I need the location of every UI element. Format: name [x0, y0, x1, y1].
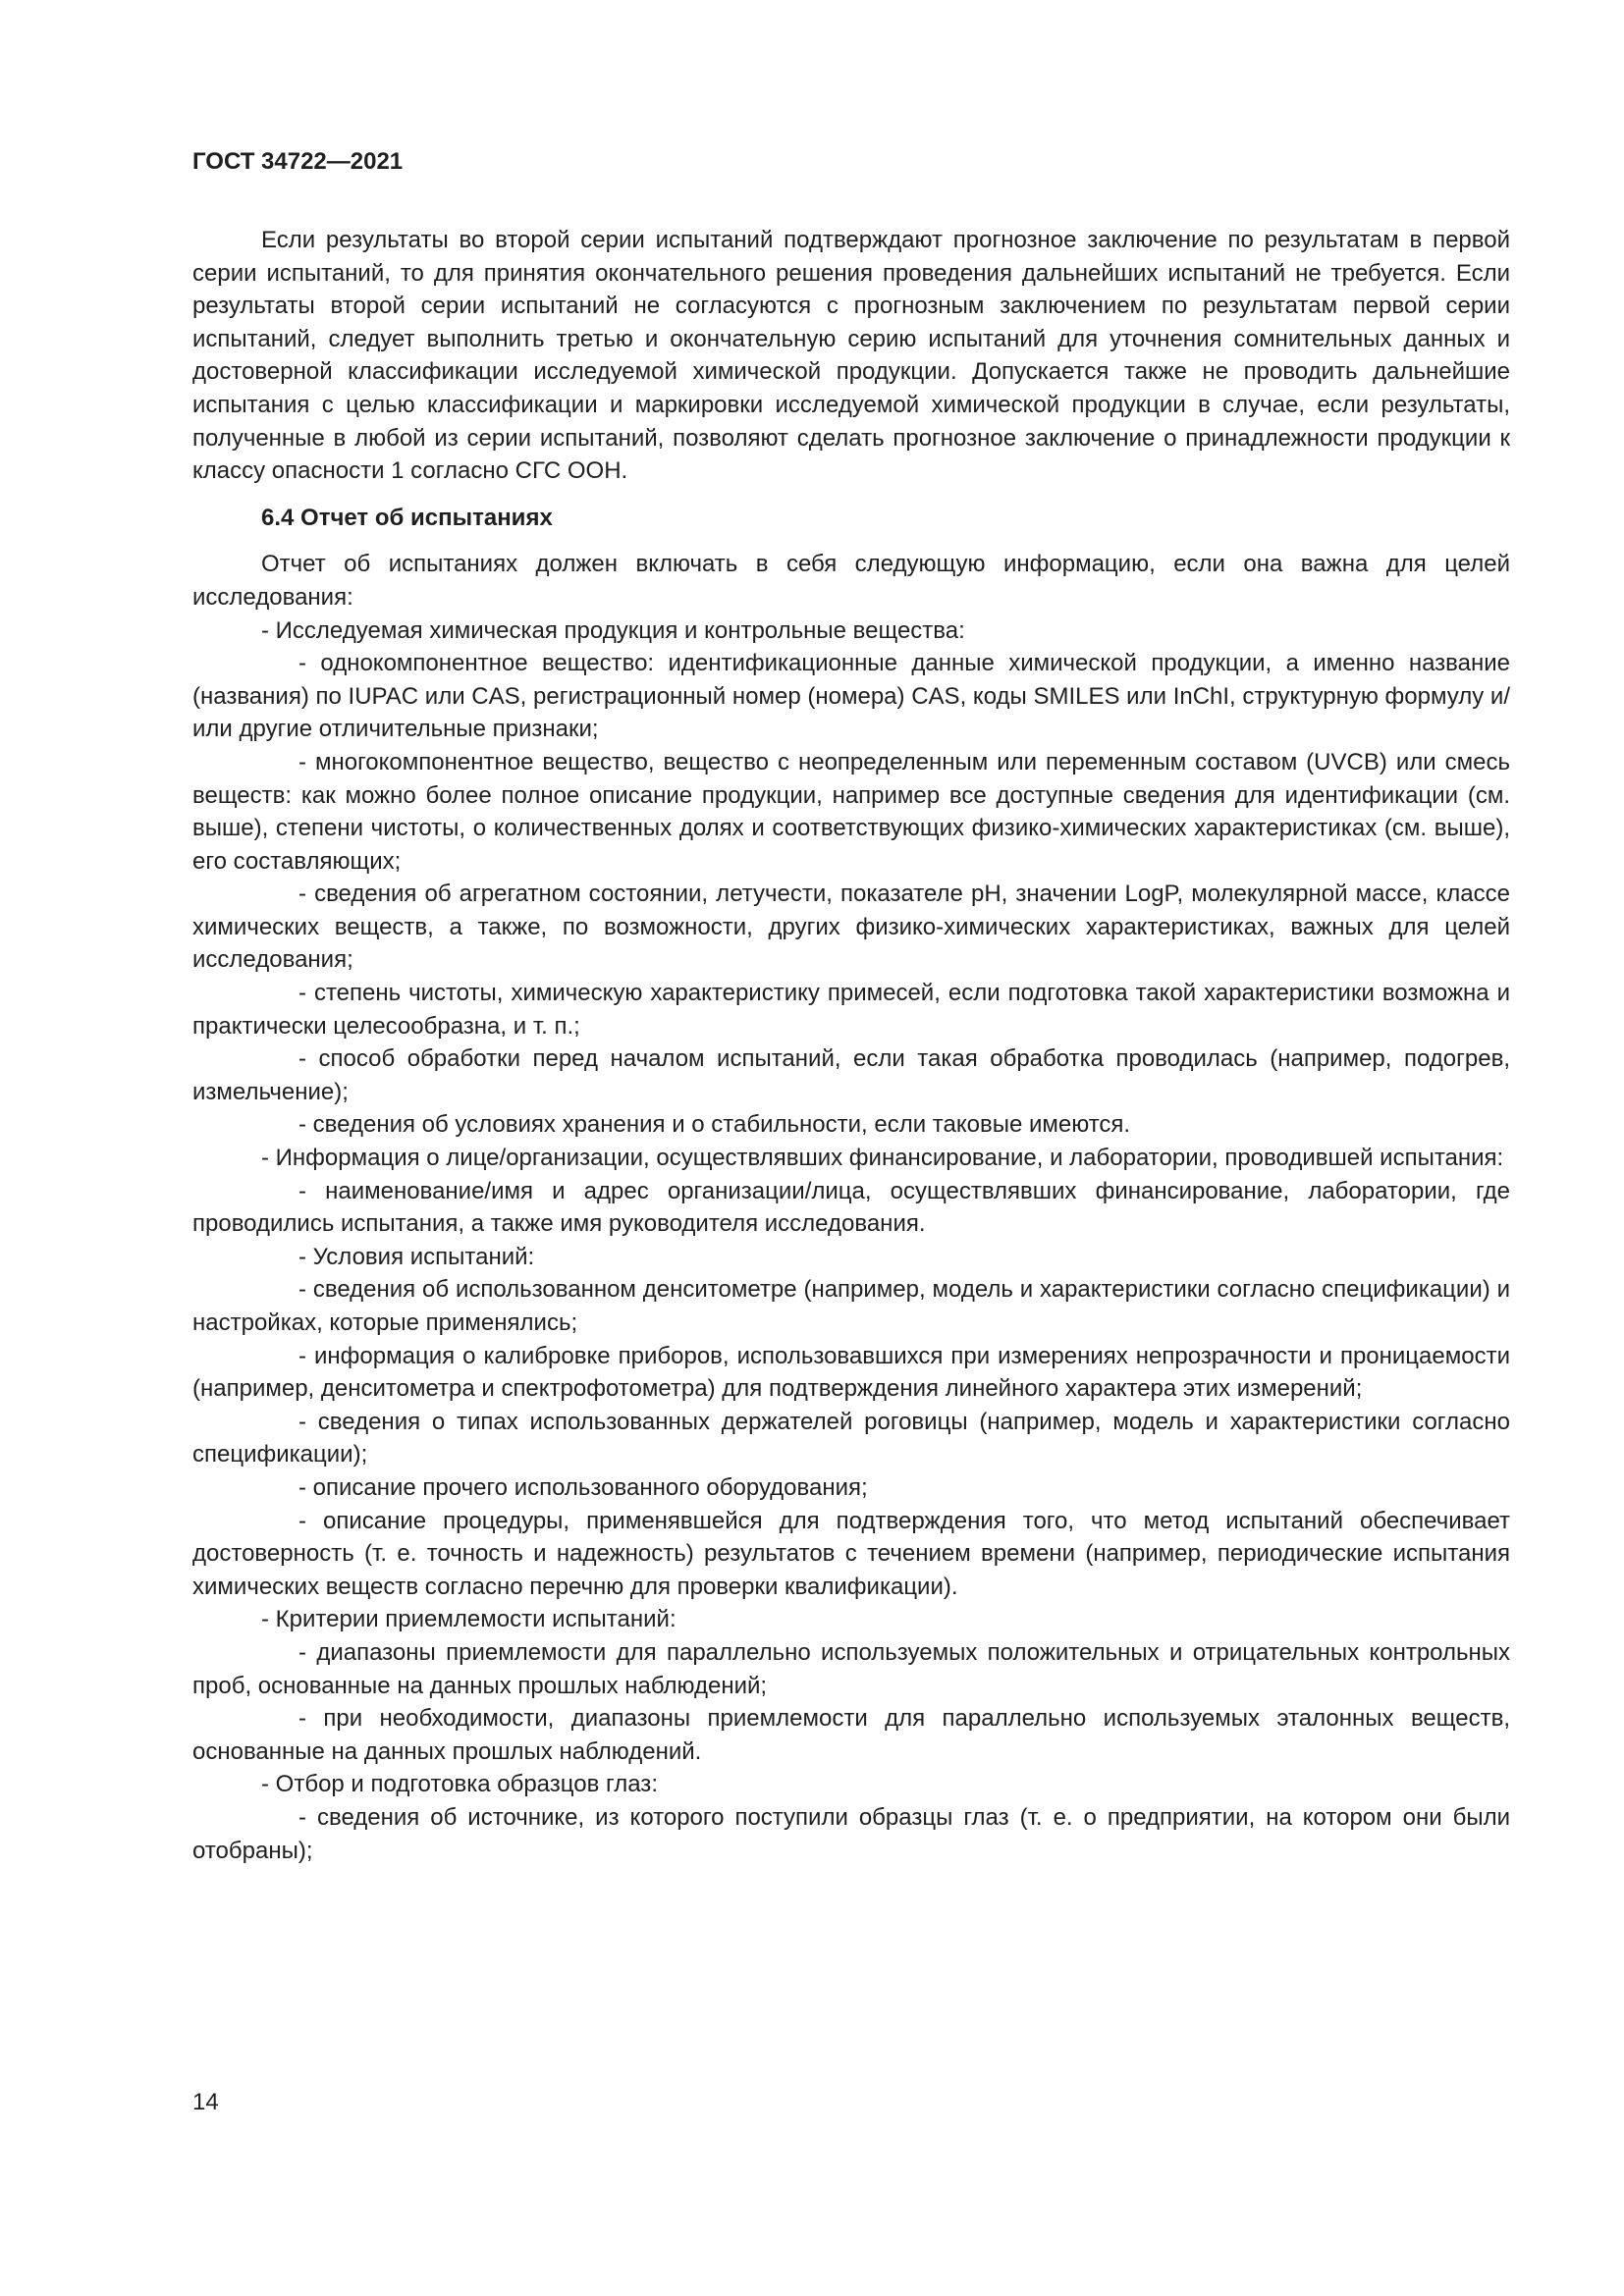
list-item: - информация о калибровке приборов, использовавшихся при измерениях непрозрачности и проницаемости (например, денситометра и спектрофотометра) для подтверждения линейного характера этих измерений;	[192, 1342, 1510, 1403]
list-item: - многокомпонентное вещество, вещество с неопределенным или переменным составом (UVCB) или смесь веществ: как можно более полное описание продукции, например все доступные сведения для идентификации (см. выше), степени чистоты, о количественных долях и соответствующих физико-химических характеристиках (см. выше), его составляющих;	[192, 748, 1510, 875]
list-item: - степень чистоты, химическую характеристику примесей, если подготовка такой характеристики возможна и практически целесообразна, и т. п.;	[192, 980, 1510, 1040]
document-body	[192, 224, 1510, 1867]
list-item: - при необходимости, диапазоны приемлемости для параллельно используемых эталонных веществ, основанные на данных прошлых наблюдений.	[192, 1705, 1510, 1765]
list-item: - сведения об источнике, из которого поступили образцы глаз (т. е. о предприятии, на котором они были отобраны);	[192, 1803, 1510, 1864]
standard-header: ГОСТ 34722—2021	[192, 148, 404, 175]
paragraph: Отчет об испытаниях должен включать в себя следующую информацию, если она важна для целей исследования:	[192, 551, 1510, 611]
paragraph: Если результаты во второй серии испытаний подтверждают прогнозное заключение по результатам в первой серии испытаний, то для принятия окончательного решения проведения дальнейших испытаний не требуется. Если результаты второй серии испытаний не согласуются с прогнозным заключением по результатам первой серии испытаний, следует выполнить третью и окончательную серию испытаний для уточнения сомнительных данных и достоверной классификации исследуемой химической продукции. Допускается также не проводить дальнейшие испытания с целью классификации и маркировки исследуемой химической продукции в случае, если результаты, полученные в любой из серии испытаний, позволяют сделать прогнозное заключение о принадлежности продукции к классу опасности 1 согласно СГС ООН.	[192, 227, 1510, 485]
section-heading: 6.4 Отчет об испытаниях	[261, 504, 553, 531]
list-item: - способ обработки перед началом испытаний, если такая обработка проводилась (например, подогрев, измельчение);	[192, 1045, 1510, 1105]
list-item: - сведения о типах использованных держателей роговицы (например, модель и характеристики согласно спецификации);	[192, 1408, 1510, 1468]
page-number: 14	[192, 2089, 219, 2115]
list-item: - Отбор и подготовка образцов глаз:	[261, 1771, 658, 1798]
list-item: - Исследуемая химическая продукция и контрольные вещества:	[261, 616, 965, 644]
document-page	[192, 147, 1510, 1867]
list-item: - сведения об использованном денситометре (например, модель и характеристики согласно спецификации) и настройках, которые применялись;	[192, 1276, 1510, 1336]
list-item: - описание процедуры, применявшейся для подтверждения того, что метод испытаний обеспечивает достоверность (т. е. точность и надежность) результатов с течением времени (например, периодические испытания химических веществ согласно перечню для проверки квалификации).	[192, 1507, 1510, 1600]
list-item: - наименование/имя и адрес организации/лица, осуществлявших финансирование, лаборатории, где проводились испытания, а также имя руководителя исследования.	[192, 1177, 1510, 1238]
list-item: - однокомпонентное вещество: идентификационные данные химической продукции, а именно название (названия) по IUPAC или CAS, регистрационный номер (номера) CAS, коды SMILES или InChI, структурную формулу и/или другие отличительные признаки;	[192, 650, 1510, 743]
list-item: - Информация о лице/организации, осуществлявших финансирование, и лаборатории, проводившей испытания:	[261, 1145, 1504, 1172]
list-item: - Условия испытаний:	[298, 1243, 535, 1270]
list-item: - сведения об условиях хранения и о стабильности, если таковые имеются.	[298, 1111, 1131, 1139]
list-item: - диапазоны приемлемости для параллельно используемых положительных и отрицательных контрольных проб, основанные на данных прошлых наблюдений;	[192, 1638, 1510, 1699]
list-item: - сведения об агрегатном состоянии, летучести, показателе pH, значении LogP, молекулярной массе, классе химических веществ, а также, по возможности, других физико-химических характеристиках, важных для целей исследования;	[192, 881, 1510, 974]
list-item: - описание прочего использованного оборудования;	[298, 1473, 868, 1501]
list-item: - Критерии приемлемости испытаний:	[261, 1606, 677, 1633]
